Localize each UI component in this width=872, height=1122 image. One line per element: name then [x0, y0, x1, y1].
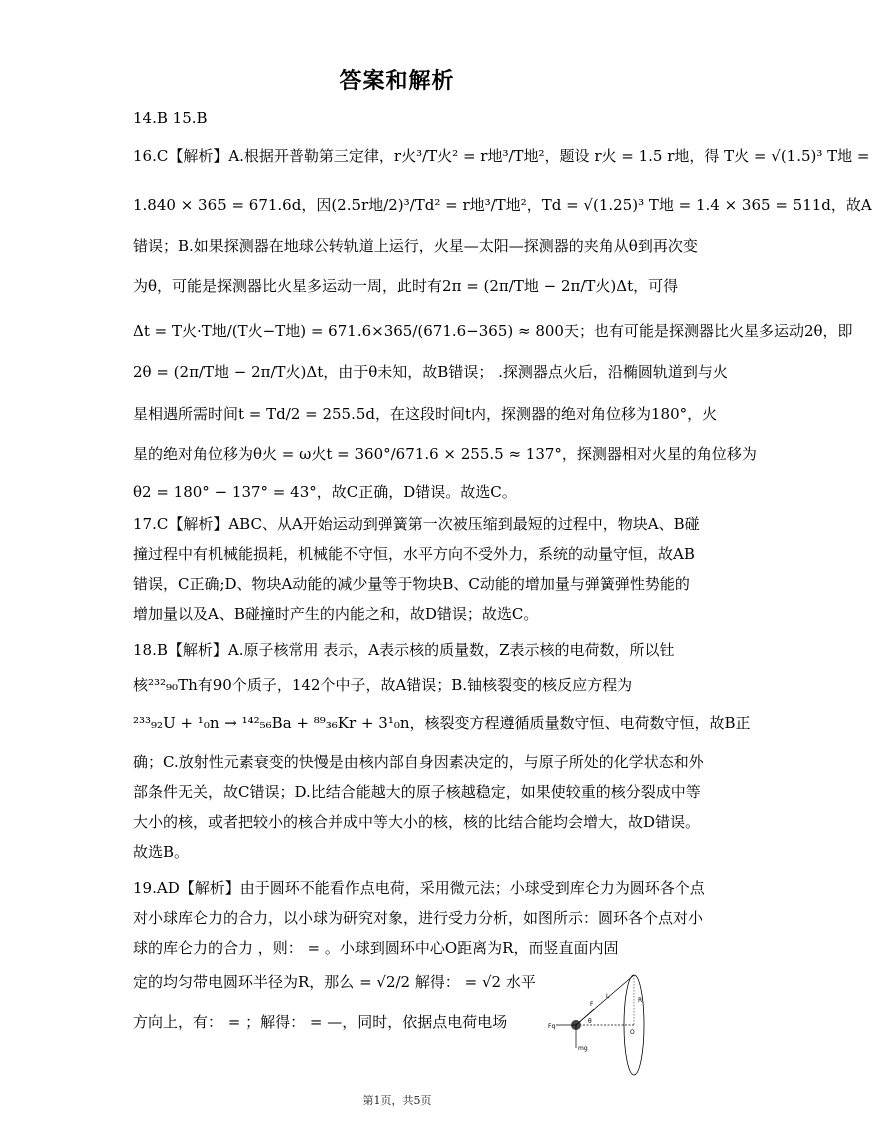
label-R: R	[638, 997, 643, 1004]
page-title: 答案和解析	[339, 69, 455, 94]
ring-force-diagram	[546, 970, 666, 1080]
text-line: 核²³²₉₀Th有90个质子，142个中子，故A错误；B.铀核裂变的核反应方程为	[133, 676, 633, 694]
page-footer: 第1页，共5页	[362, 1094, 432, 1107]
label-F: F	[590, 1001, 594, 1008]
label-L: L	[606, 993, 610, 1000]
text-line: 撞过程中有机械能损耗，机械能不守恒，水平方向不受外力，系统的动量守恒，故AB	[133, 545, 695, 563]
text-line: 为θ，可能是探测器比火星多运动一周，此时有2π = (2π/T地 − 2π/T火)Δt，可得	[133, 277, 679, 295]
text-line: 球的库仑力的合力 ，则： = 。小球到圆环中心O距离为R，而竖直面内固	[133, 939, 619, 957]
label-Fq: Fq	[548, 1023, 556, 1030]
text-line: 18.B【解析】A.原子核常用 表示，A表示核的质量数，Z表示核的电荷数，所以钍	[133, 641, 675, 659]
text-line: 定的均匀带电圆环半径为R，那么 = √2/2 解得： = √2 水平	[133, 973, 536, 991]
text-line: 确；C.放射性元素衰变的快慢是由核内部自身因素决定的，与原子所处的化学状态和外	[133, 753, 704, 771]
text-line: 错误，C正确;D、物块A动能的减少量等于物块B、C动能的增加量与弹簧弹性势能的	[133, 575, 690, 593]
text-line: 1.840 × 365 = 671.6d，因(2.5r地/2)³/Td² = r地³/T地²，Td = √(1.25)³ T地 = 1.4 × 365 = 511d，故A	[133, 196, 872, 214]
text-line: 部条件无关，故C错误；D.比结合能越大的原子核越稳定，如果使较重的核分裂成中等	[133, 783, 701, 801]
text-line: 故选B。	[133, 843, 190, 861]
label-mg: mg	[578, 1045, 588, 1052]
text-line: ²³³₉₂U + ¹₀n → ¹⁴²₅₆Ba + ⁸⁹₃₆Kr + 3¹₀n，核裂变方程遵循质量数守恒、电荷数守恒，故B正	[133, 714, 751, 732]
text-line: θ2 = 180° − 137° = 43°，故C正确，D错误。故选C。	[133, 483, 517, 501]
text-line: 星的绝对角位移为θ火 = ω火t = 360°/671.6 × 255.5 ≈ 137°，探测器相对火星的角位移为	[133, 445, 757, 463]
text-line: 星相遇所需时间t = Td/2 = 255.5d，在这段时间t内，探测器的绝对角位移为180°，火	[133, 405, 718, 423]
label-theta: θ	[588, 1018, 592, 1025]
text-line: 16.C【解析】A.根据开普勒第三定律，r火³/T火² = r地³/T地²，题设 r火 = 1.5 r地，得 T火 = √(1.5)³ T地 =	[133, 147, 870, 165]
text-line: Δt = T火·T地/(T火−T地) = 671.6×365/(671.6−365) ≈ 800天；也有可能是探测器比火星多运动2θ，即	[133, 322, 853, 340]
text-line: 大小的核，或者把较小的核合并成中等大小的核，核的比结合能均会增大，故D错误。	[133, 813, 701, 831]
text-line: 2θ = (2π/T地 − 2π/T火)Δt，由于θ未知，故B错误； .探测器点火后，沿椭圆轨道到与火	[133, 363, 728, 381]
text-line: 增加量以及A、B碰撞时产生的内能之和，故D错误；故选C。	[133, 605, 539, 623]
text-line: 方向上，有： = ；解得： = —，同时，依据点电荷电场	[133, 1013, 508, 1031]
text-line: 17.C【解析】ABC、从A开始运动到弹簧第一次被压缩到最短的过程中，物块A、B碰	[133, 515, 700, 533]
text-line: 对小球库仑力的合力，以小球为研究对象，进行受力分析，如图所示：圆环各个点对小	[133, 909, 704, 927]
text-line: 错误；B.如果探测器在地球公转轨道上运行，火星—太阳—探测器的夹角从θ到再次变	[133, 237, 698, 255]
text-line: 19.AD【解析】由于圆环不能看作点电荷，采用微元法；小球受到库仑力为圆环各个点	[133, 879, 705, 897]
text-line: 14.B 15.B	[133, 109, 208, 127]
label-O: O	[630, 1029, 635, 1036]
